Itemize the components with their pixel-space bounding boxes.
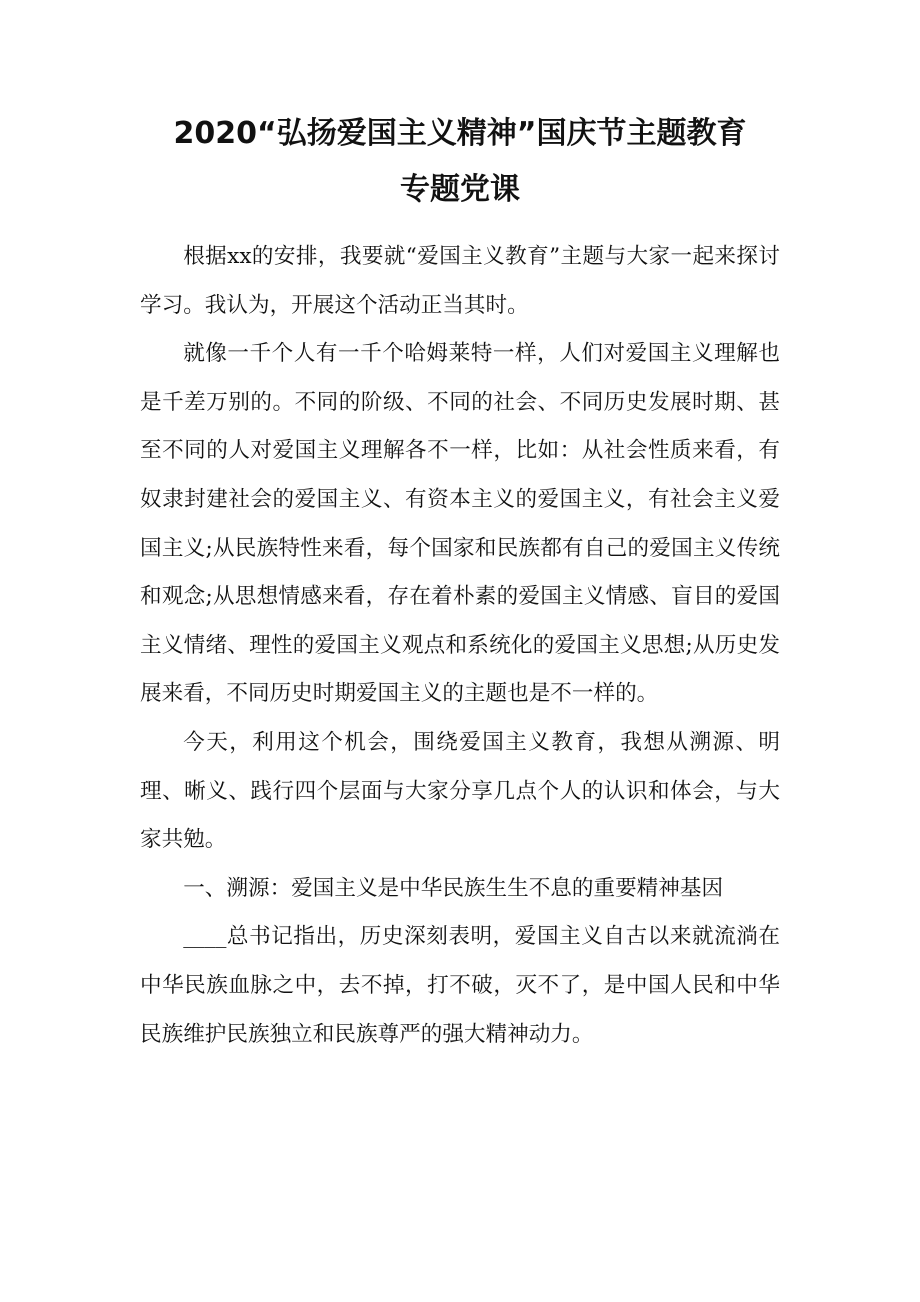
- paragraph-intro: 根据xx的安排，我要就“爱国主义教育”主题与大家一起来探讨学习。我认为，开展这个活动正当其时。: [140, 244, 780, 318]
- paragraph-understanding: 就像一千个人有一千个哈姆莱特一样，人们对爱国主义理解也是千差万别的。不同的阶级、不同的社会、不同历史发展时期、甚至不同的人对爱国主义理解各不一样，比如：从社会性质来看，有奴隶封建社会的爱国主义、有资本主义的爱国主义，有社会主义爱国主义;从民族特性来看，每个国家和民族都有自己的爱国主义传统和观念;从思想情感来看，存在着朴素的爱国主义情感、盲目的爱国主义情绪、理性的爱国主义观点和系统化的爱国主义思想;从历史发展来看，不同历史时期爱国主义的主题也是不一样的。: [140, 341, 780, 707]
- title-line-1: 2020“弘扬爱国主义精神”国庆节主题教育: [173, 116, 747, 151]
- section-heading-1: 一、溯源：爱国主义是中华民族生生不息的重要精神基因: [183, 875, 724, 901]
- paragraph-quote: ____总书记指出，历史深刻表明，爱国主义自古以来就流淌在中华民族血脉之中，去不掉，打不破，灭不了，是中国人民和中华民族维护民族独立和民族尊严的强大精神动力。: [140, 924, 780, 1047]
- title-line-2: 专题党课: [400, 172, 520, 207]
- document-title: [100, 106, 820, 218]
- paragraph-outline: 今天，利用这个机会，围绕爱国主义教育，我想从溯源、明理、晰义、践行四个层面与大家分享几点个人的认识和体会，与大家共勉。: [140, 729, 780, 853]
- document-body: [140, 233, 780, 1059]
